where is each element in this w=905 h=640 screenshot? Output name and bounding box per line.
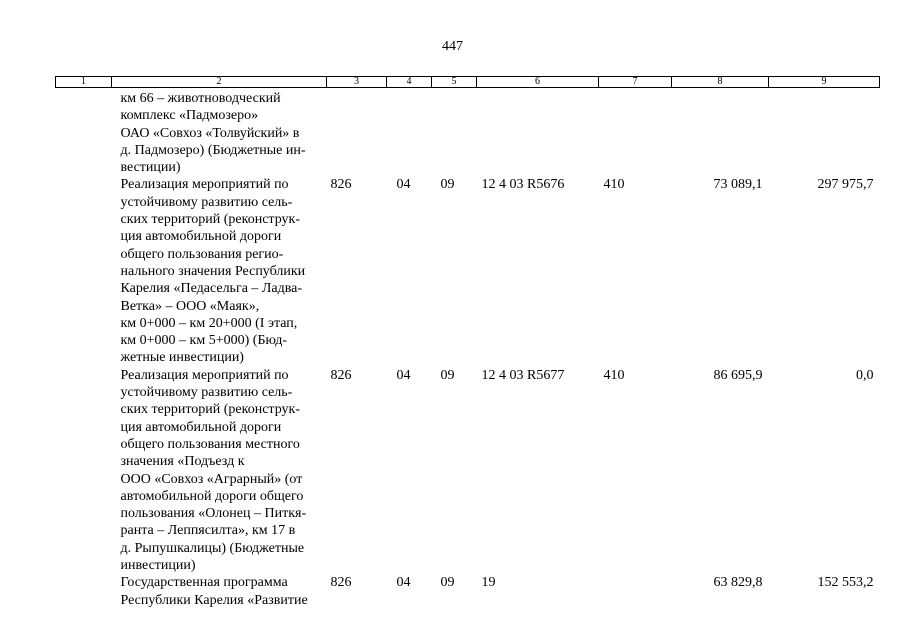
amount-year-2: 297 975,7 — [817, 177, 874, 193]
empty-cell — [56, 176, 112, 366]
table-row — [56, 176, 880, 366]
section-code: 04 — [396, 575, 411, 591]
target-article-code: 12 4 03 R5676 — [481, 177, 565, 193]
column-number-3: 3 — [327, 77, 387, 88]
subsection-code: 09 — [440, 367, 455, 383]
table-row — [56, 88, 880, 177]
item-name: Государственная программа Республики Карелия «Развитие — [120, 575, 308, 608]
amount-year-1 — [672, 88, 769, 177]
expense-type-code — [599, 574, 672, 609]
column-number-7: 7 — [599, 77, 672, 88]
column-number-2: 2 — [112, 77, 327, 88]
table-row — [56, 367, 880, 575]
item-name: Реализация мероприятий по устойчивому развитию сель- ских территорий (реконструк- ция автомобильной дороги общего пользования местного значения «Подъезд к ООО «Совхоз «Аграрный» (от автомобильной дороги общего пользования «Олонец – Питкя- ранта – Леппясилта», км 17 в д. Рыпушкалицы) (Бюджетные инвестиции) — [120, 367, 307, 574]
subsection-code: 09 — [440, 177, 455, 193]
page-number: 447 — [442, 39, 463, 54]
section-code: 04 — [396, 177, 411, 193]
target-article-code: 12 4 03 R5677 — [481, 367, 565, 383]
table-row — [56, 574, 880, 609]
amount-year-1: 86 695,9 — [713, 367, 763, 383]
item-name: км 66 – животноводческий комплекс «Падмозеро» ОАО «Совхоз «Толвуйский» в д. Падмозеро) (Бюджетные ин- вестиции) — [120, 91, 306, 176]
subsection-code — [432, 88, 477, 177]
column-number-9: 9 — [769, 77, 880, 88]
column-numbers-row — [56, 77, 880, 88]
section-code — [387, 88, 432, 177]
amount-year-2: 152 553,2 — [817, 575, 874, 591]
column-number-4: 4 — [387, 77, 432, 88]
empty-cell — [56, 88, 112, 177]
item-name: Реализация мероприятий по устойчивому развитию сель- ских территорий (реконструк- ция автомобильной дороги общего пользования регио- нального значения Республики Карелия «Педасельга – Ладва- Ветка» – ООО «Маяк», км 0+000 – км 20+000 (I этап, км 0+000 – км 5+000) (Бюд- жетные инвестиции) — [120, 177, 306, 366]
column-number-5: 5 — [432, 77, 477, 88]
amount-year-2: 0,0 — [856, 367, 874, 383]
amount-year-2 — [769, 88, 880, 177]
target-article-code: 19 — [481, 575, 496, 591]
budget-table — [55, 76, 880, 609]
expense-type-code — [599, 88, 672, 177]
column-number-1: 1 — [56, 77, 112, 88]
amount-year-1: 63 829,8 — [713, 575, 763, 591]
empty-cell — [56, 574, 112, 609]
section-code: 04 — [396, 367, 411, 383]
target-article-code — [477, 88, 599, 177]
column-number-8: 8 — [672, 77, 769, 88]
column-number-6: 6 — [477, 77, 599, 88]
expense-type-code: 410 — [603, 367, 625, 383]
admin-code — [327, 88, 387, 177]
admin-code: 826 — [330, 177, 352, 193]
amount-year-1: 73 089,1 — [713, 177, 763, 193]
expense-type-code: 410 — [603, 177, 625, 193]
subsection-code: 09 — [440, 575, 455, 591]
admin-code: 826 — [330, 367, 352, 383]
admin-code: 826 — [330, 575, 352, 591]
empty-cell — [56, 367, 112, 575]
